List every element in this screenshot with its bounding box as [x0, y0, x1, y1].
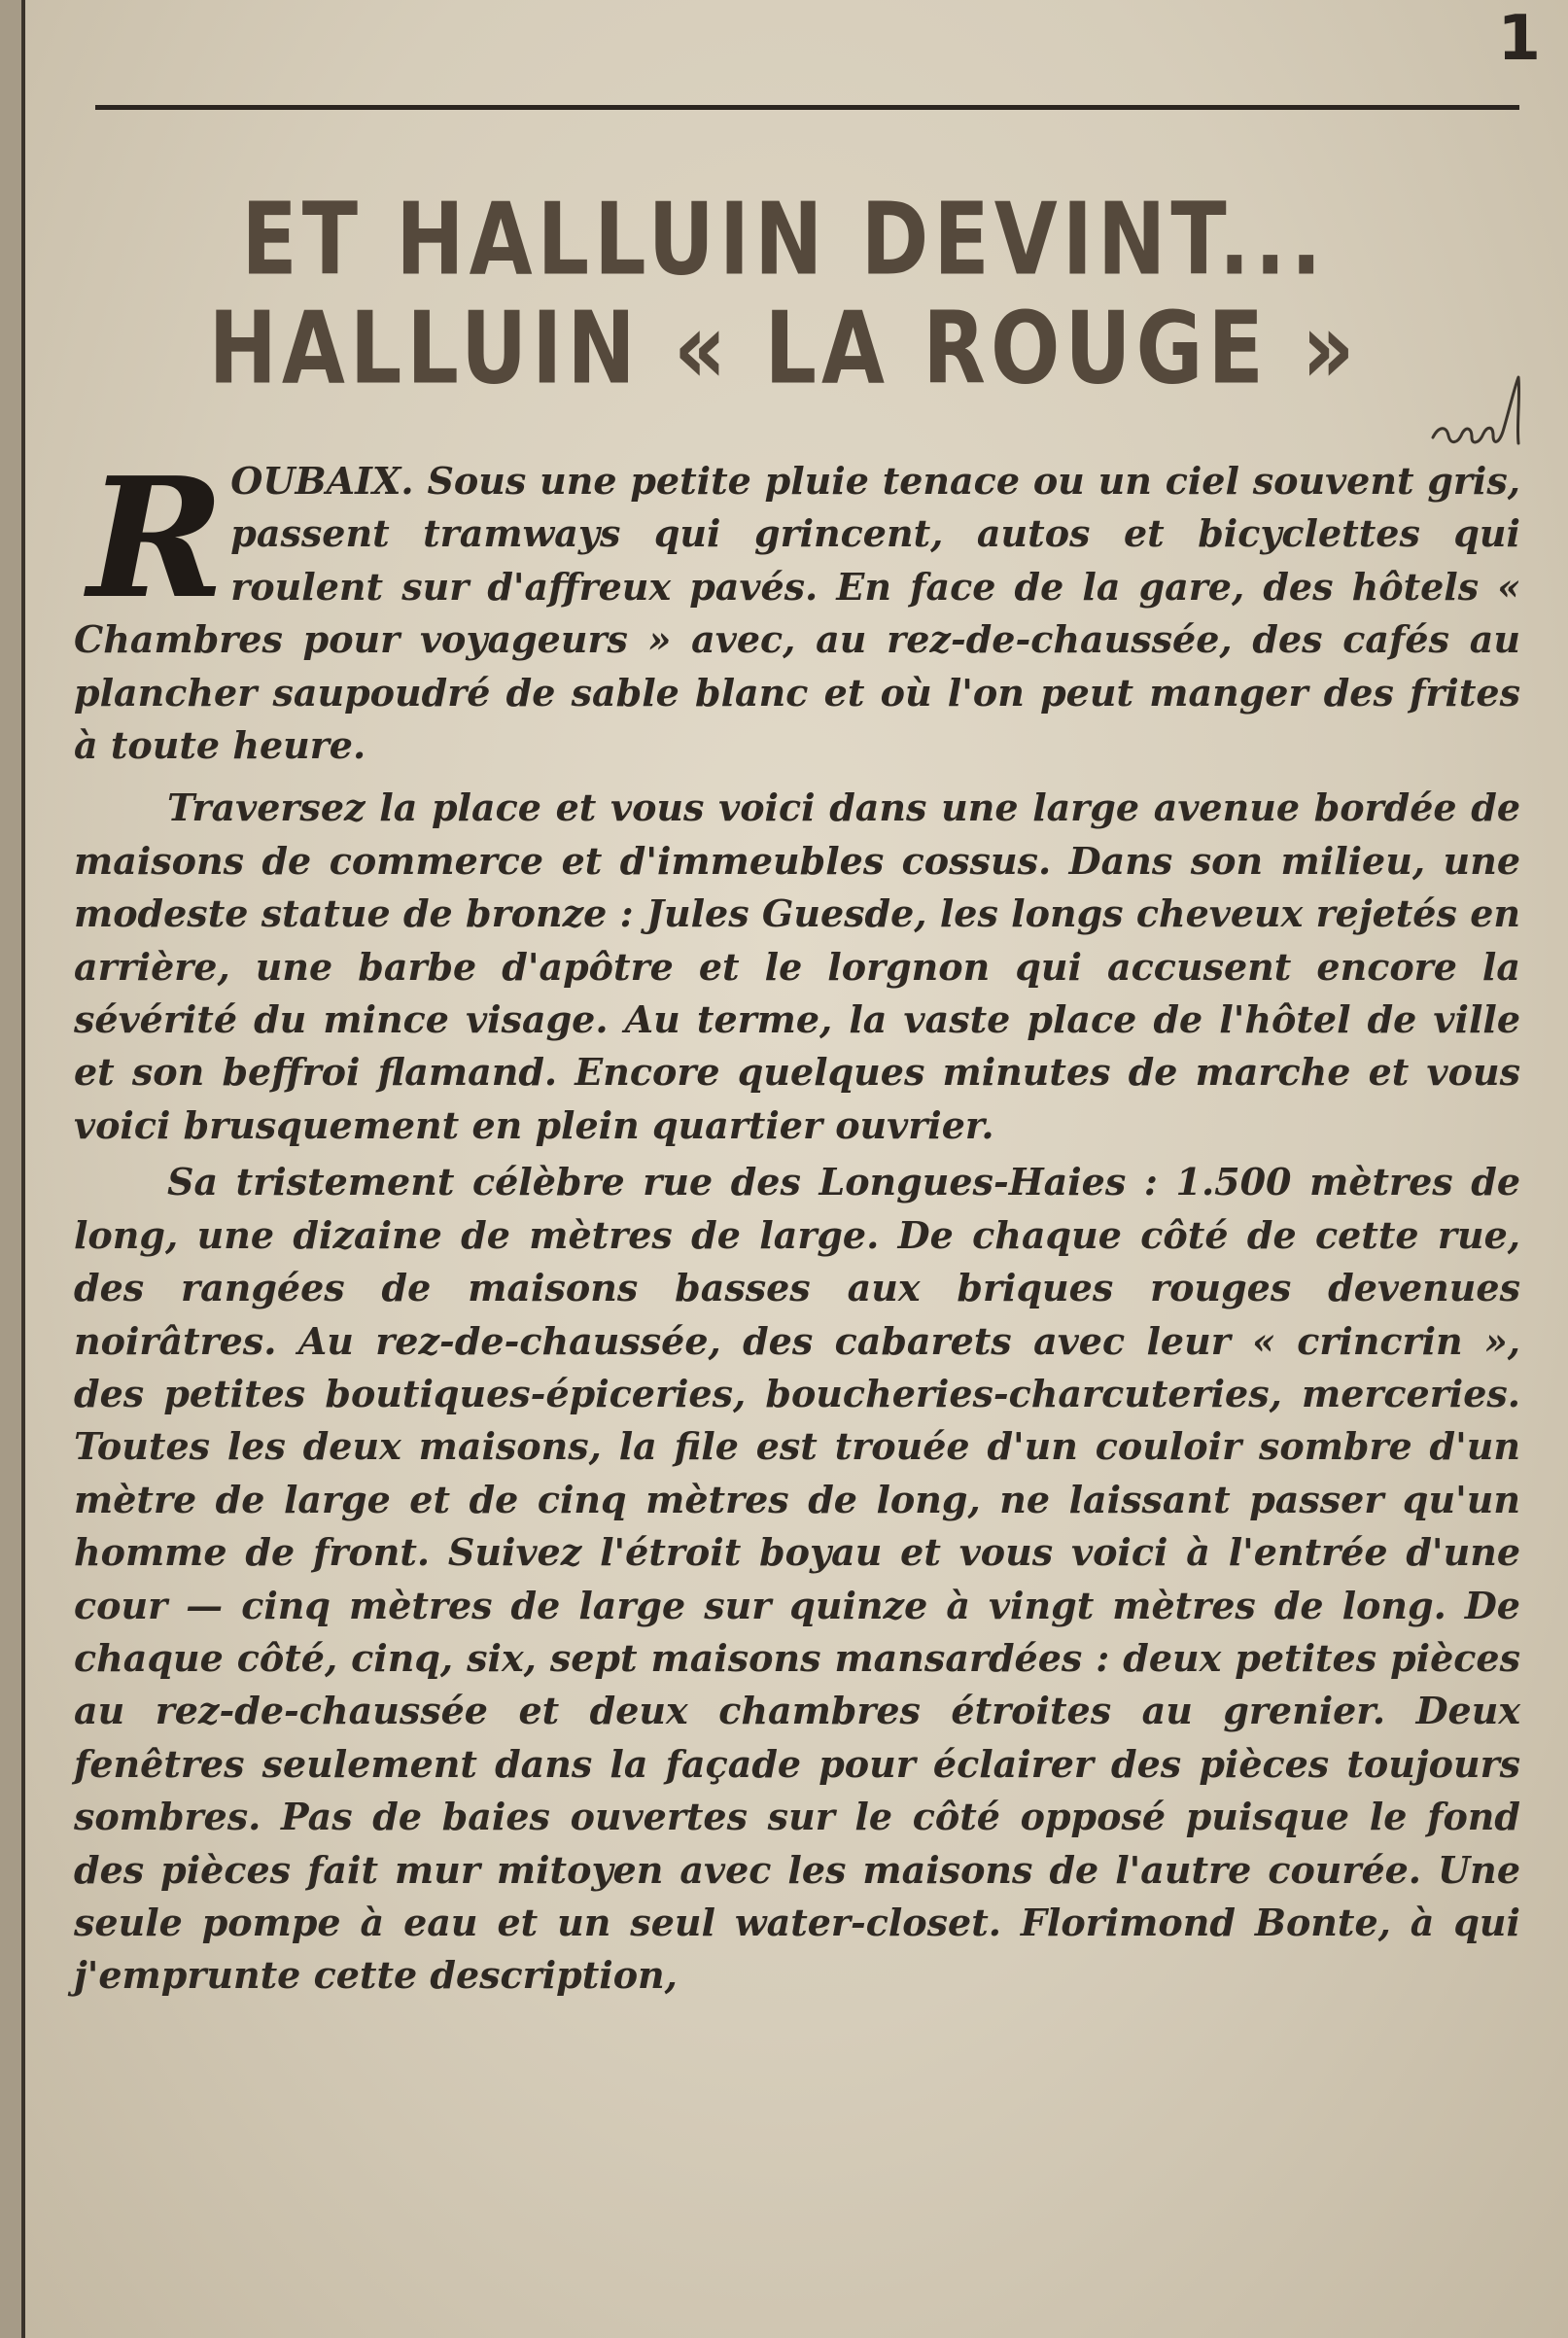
- left-margin: [0, 0, 21, 2338]
- top-rule: [95, 105, 1519, 110]
- article-paragraph-3: Sa tristement célèbre rue des Longues-Haies : 1.500 mètres de long, une dizaine de mètres de large. De chaque côté de cette rue, des rangées de maisons basses aux briques rouges devenues noirâtres. Au rez-de-chaussée, des cabarets avec leur « crincrin », des petites boutiques-épiceries, boucheries-charcuteries, merceries. Toutes les deux maisons, la file est trouée d'un couloir sombre d'un mètre de large et de cinq mètres de long, ne laissant passer qu'un homme de front. Suivez l'étroit boyau et vous voici à l'entrée d'une cour — cinq mètres de large sur quinze à vingt mètres de long. De chaque côté, cinq, six, sept maisons mansardées : deux petites pièces au rez-de-chaussée et deux chambres étroites au grenier. Deux fenêtres seulement dans la façade pour éclairer des pièces toujours sombres. Pas de baies ouvertes sur le côté opposé puisque le fond des pièces fait mur mitoyen avec les maisons de l'autre courée. Une seule pompe à eau et un seul water-closet. Florimond Bonte, à qui j'emprunte cette description,: [74, 1160, 1520, 1998]
- article-body: [74, 441, 1520, 2003]
- column-rule: [21, 0, 25, 2338]
- headline-line-1: ET HALLUIN DEVINT...: [241, 181, 1327, 297]
- page-number: 1: [1497, 3, 1541, 75]
- headline-line-2: HALLUIN « LA ROUGE »: [208, 290, 1360, 406]
- drop-cap: R: [87, 441, 226, 636]
- headline: [58, 181, 1510, 406]
- article-paragraph-1-text: OUBAIX. Sous une petite pluie tenace ou un ciel souvent gris, passent tramways qui grincent, autos et bicyclettes qui roulent sur d'affreux pavés. En face de la gare, des hôtels « Chambres pour voyageurs » avec, au rez-de-chaussée, des cafés au plancher saupoudré de sable blanc et où l'on peut manger des frites à toute heure.: [74, 459, 1520, 768]
- article-paragraph-1: [74, 441, 1520, 772]
- article-paragraph-2: Traversez la place et vous voici dans une large avenue bordée de maisons de commerce et d'immeubles cossus. Dans son milieu, une modeste statue de bronze : Jules Guesde, les longs cheveux rejetés en arrière, une barbe d'apôtre et le lorgnon qui accusent encore la sévérité du mince visage. Au terme, la vaste place de l'hôtel de ville et son beffroi flamand. Encore quelques minutes de marche et vous voici brusquement en plein quartier ouvrier.: [74, 785, 1520, 1147]
- handwritten-annotation: [1429, 369, 1526, 457]
